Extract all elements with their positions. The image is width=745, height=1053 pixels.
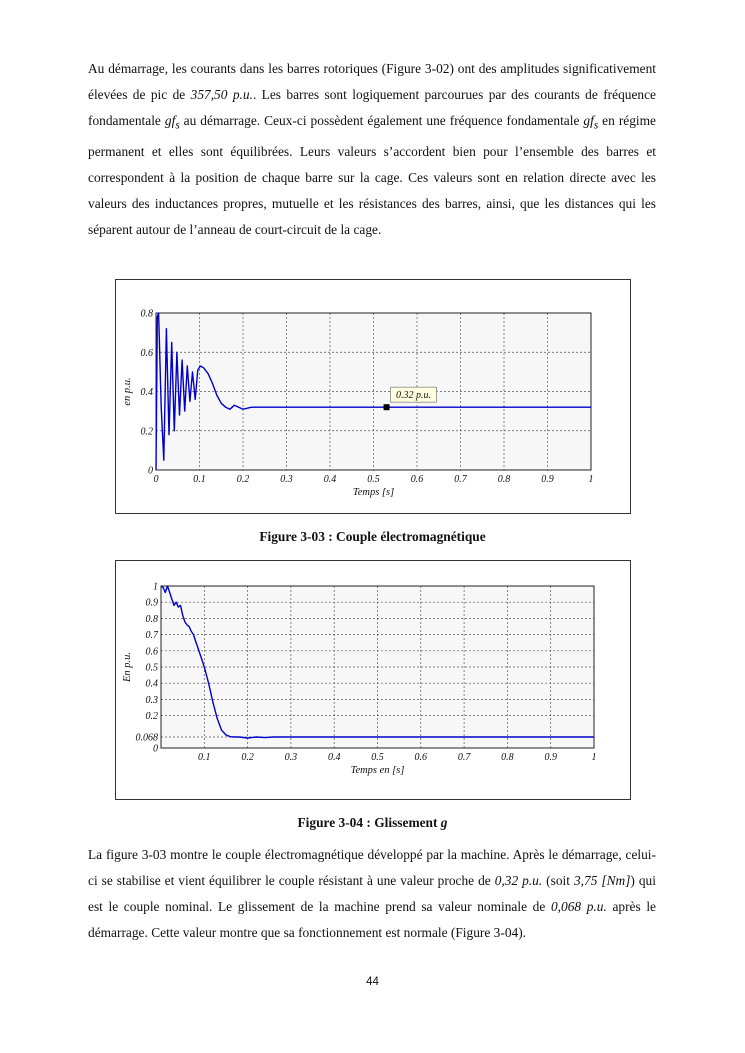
x-tick-label: 0.8 — [497, 474, 511, 485]
y-tick-label: 0.2 — [140, 426, 153, 438]
y-tick-label: 0.8 — [145, 613, 158, 625]
y-tick-label: 0.4 — [145, 678, 158, 690]
x-tick-label: 0.3 — [284, 752, 298, 763]
x-tick-label: 0.3 — [280, 474, 293, 485]
chart-glissement — [116, 561, 630, 799]
y-tick-label: 0 — [153, 743, 158, 755]
x-tick-label: 0.1 — [198, 752, 211, 763]
y-axis-label: En p.u. — [122, 651, 133, 683]
y-axis-label: en p.u. — [122, 377, 133, 406]
x-tick-label: 0.2 — [236, 474, 250, 485]
figure-3-04-caption: Figure 3-04 : Glissement g — [297, 815, 448, 830]
x-tick-label: 1 — [588, 474, 594, 485]
figure-3-03-caption: Figure 3-03 : Couple électromagnétique — [259, 529, 486, 544]
x-axis-label: Temps [s] — [352, 487, 395, 498]
y-tick-label: 0.4 — [140, 387, 153, 398]
x-tick-label: 0.7 — [454, 474, 467, 485]
x-tick-label: 0.7 — [457, 752, 471, 763]
paragraph-analysis: La figure 3-03 montre le couple électromagnétique développé par la machine. Après le démarrage, celui-ci se stabilise et vient équilibrer le couple résistant à une valeur proche de 0,32 p.u. (soit 3,75 [Nm]) qui est le couple nominal. Le glissement de la machine prend sa valeur nominale de 0,068 p.u. après le démarrage. Cette valeur montre que sa fonctionnement est normale (Figure 3-04). — [88, 847, 656, 940]
y-tick-label: 0.8 — [140, 308, 153, 320]
page-number: 44 — [366, 976, 379, 988]
y-tick-label: 0.6 — [140, 347, 153, 359]
figure-couple-box — [115, 279, 631, 514]
y-tick-label: 1 — [153, 581, 158, 593]
x-tick-label: 0 — [153, 474, 159, 485]
y-tick-label: 0.5 — [145, 662, 158, 674]
paragraph-intro: Au démarrage, les courants dans les barres rotoriques (Figure 3-02) ont des amplitudes significativement élevées de pic de 357,50 p.u.. Les barres sont logiquement parcourues par des courants de fréquence fondamentale $gf_s$ au démarrage. Ceux-ci possèdent également une fréquence fondamentale $gf_s$ en régime permanent et elles sont équilibrées. Leurs valeurs s’accordent bien pour l’ensemble des barres et correspondent à la position de chaque barre sur la cage. Ces valeurs sont en relation directe avec les valeurs des inductances propres, mutuelle et les résistances des barres, ainsi, que les distances qui les séparent autour de l’anneau de court-circuit de la cage. — [88, 61, 657, 237]
y-tick-label: 0 — [148, 465, 153, 477]
datatip-marker — [384, 404, 390, 410]
datatip-label: 0.32 p.u. — [396, 390, 432, 402]
x-tick-label: 0.1 — [193, 474, 206, 485]
y-tick-label: 0.6 — [145, 646, 158, 658]
x-tick-label: 1 — [591, 752, 597, 763]
figure-glissement-box — [115, 560, 631, 800]
x-tick-label: 0.5 — [371, 752, 384, 763]
x-tick-label: 0.4 — [327, 752, 341, 763]
x-tick-label: 0.4 — [323, 474, 337, 485]
x-tick-label: 0.9 — [541, 474, 554, 485]
chart-couple — [116, 280, 630, 513]
x-axis-label: Temps en [s] — [350, 765, 405, 776]
y-tick-label: 0.9 — [145, 597, 158, 609]
y-tick-label: 0.068 — [135, 732, 158, 744]
y-tick-label: 0.2 — [145, 711, 158, 723]
x-tick-label: 0.2 — [241, 752, 254, 763]
x-tick-label: 0.5 — [367, 474, 380, 485]
x-tick-label: 0.8 — [501, 752, 514, 763]
x-tick-label: 0.6 — [410, 474, 424, 485]
x-tick-label: 0.9 — [544, 752, 557, 763]
x-tick-label: 0.6 — [414, 752, 428, 763]
y-tick-label: 0.3 — [145, 694, 158, 706]
y-tick-label: 0.7 — [145, 630, 158, 642]
